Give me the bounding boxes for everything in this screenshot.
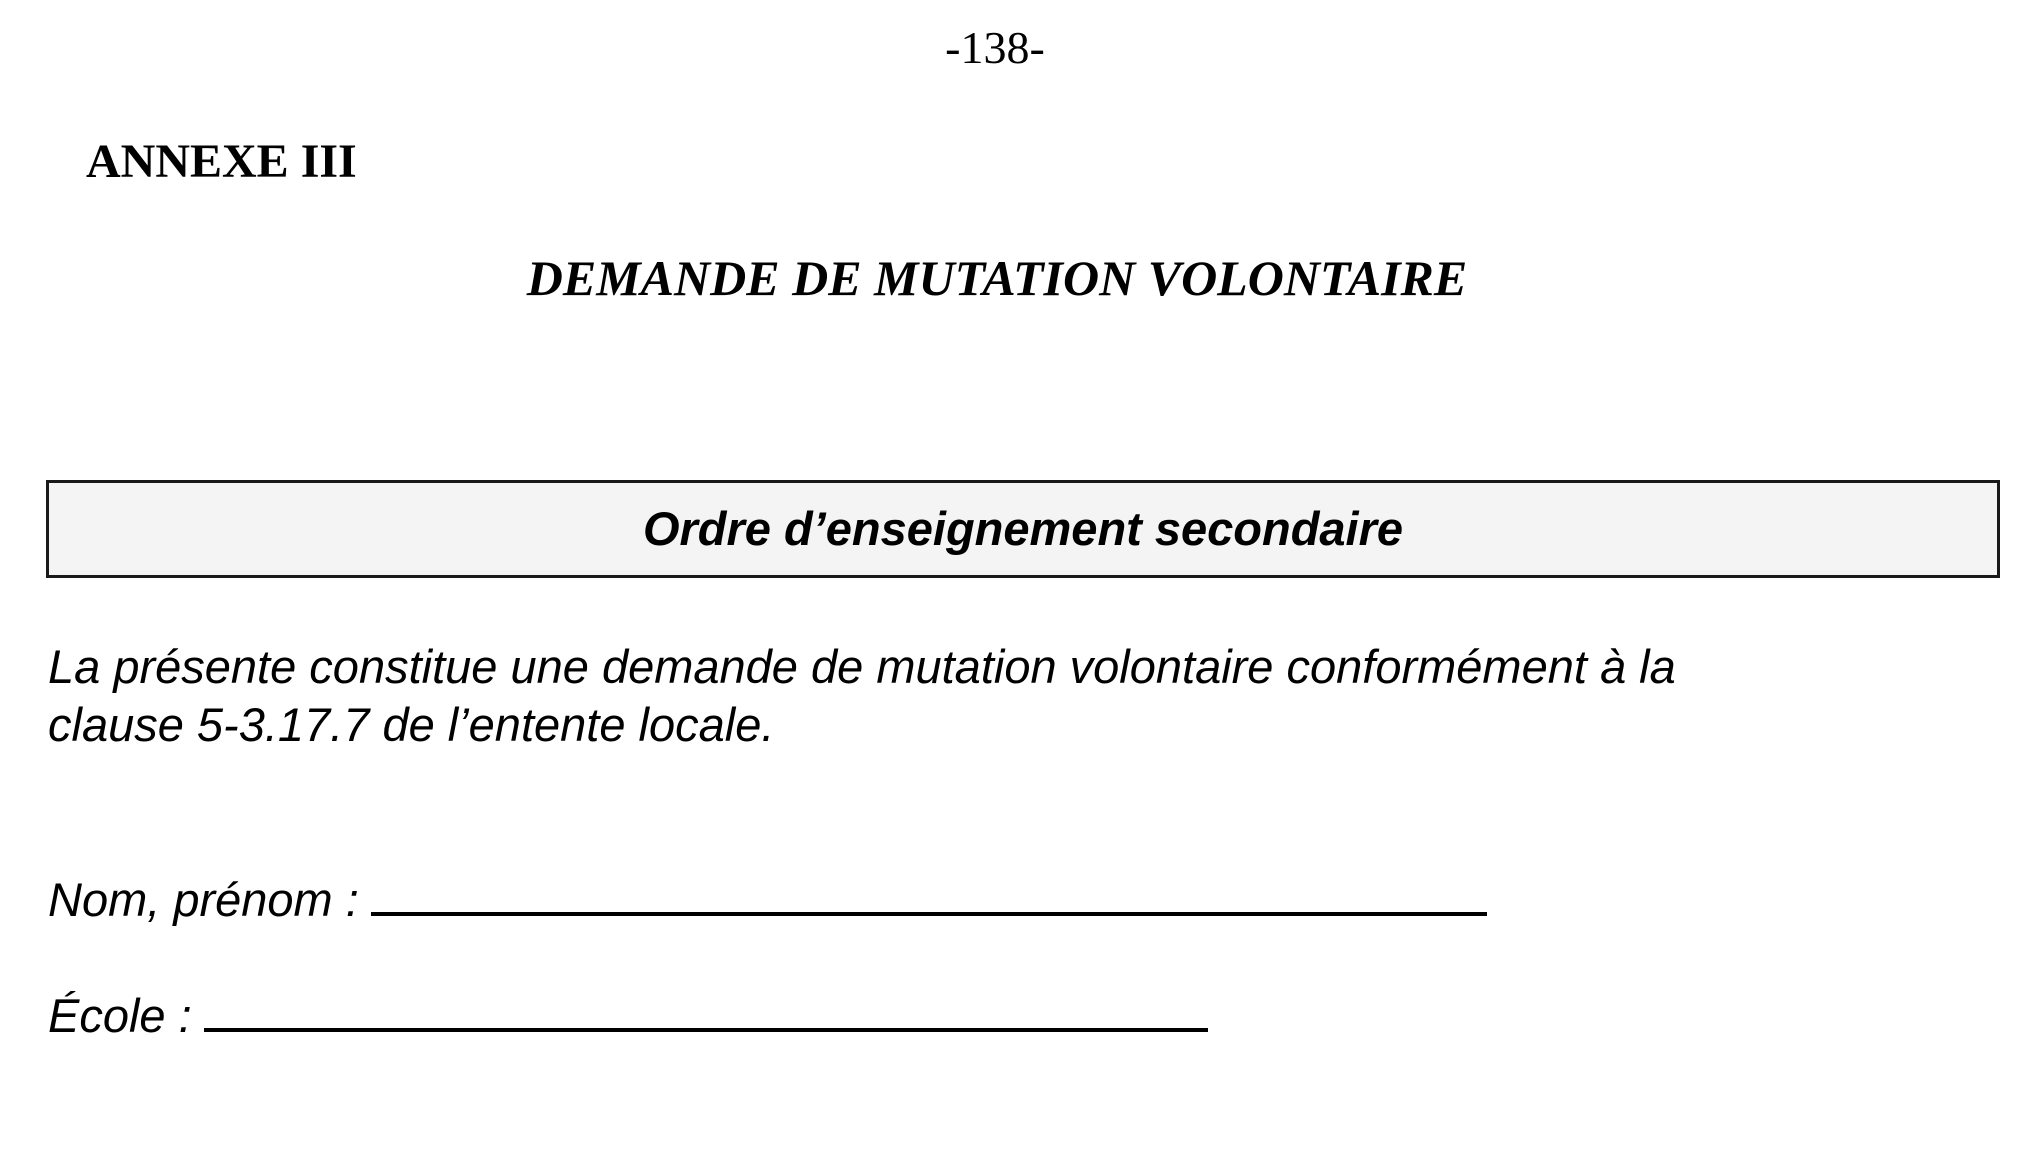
intro-line-2: clause 5-3.17.7 de l’entente locale. xyxy=(48,698,775,751)
page-number: -138- xyxy=(945,22,1045,73)
school-field-line[interactable] xyxy=(204,994,1208,1032)
intro-line-1: La présente constitue une demande de mutation volontaire conformément à la xyxy=(48,640,1676,693)
intro-paragraph xyxy=(48,638,1948,754)
form-title: DEMANDE DE MUTATION VOLONTAIRE xyxy=(526,250,1468,306)
name-field-line[interactable] xyxy=(371,878,1487,916)
section-title: Ordre d’enseignement secondaire xyxy=(642,502,1404,555)
school-field-row xyxy=(48,988,1208,1044)
name-field-row xyxy=(48,872,1487,928)
section-header-box xyxy=(46,480,2000,578)
school-field-label: École : xyxy=(48,989,192,1042)
name-field-label: Nom, prénom : xyxy=(48,873,359,926)
annex-title: ANNEXE III xyxy=(86,135,357,188)
